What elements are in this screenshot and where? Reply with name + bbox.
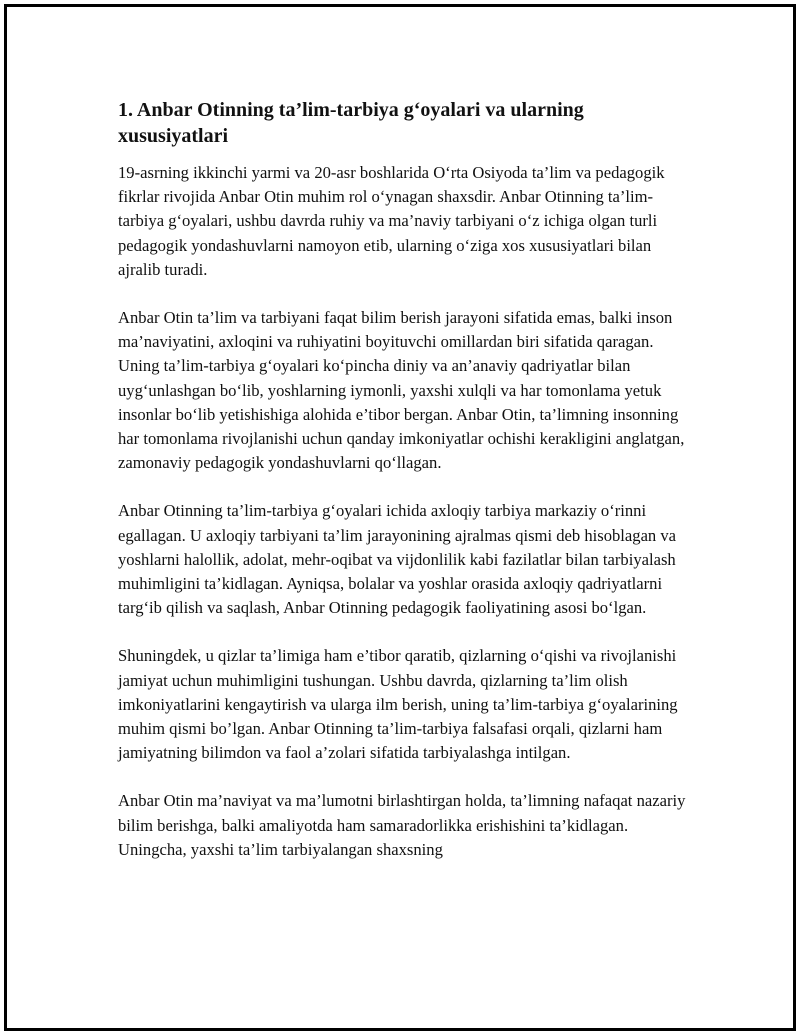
- paragraph-3: Anbar Otinning ta’lim-tarbiya g‘oyalari ichida axloqiy tarbiya markaziy o‘rinni egallagan. U axloqiy tarbiyani ta’lim jarayonining ajralmas qismi deb hisoblagan va yoshlarni halollik, adolat, mehr-oqibat va vijdonlilik kabi fazilatlar bilan tarbiyalash muhimligini ta’kidlagan. Ayniqsa, bolalar va yoshlar orasida axloqiy qadriyatlarni targ‘ib qilish va saqlash, Anbar Otinning pedagogik faoliyatining asosi bo‘lgan.: [118, 501, 677, 618]
- document-body: [118, 97, 693, 886]
- paragraph-4: Shuningdek, u qizlar ta’limiga ham e’tibor qaratib, qizlarning o‘qishi va rivojlanishi jamiyat uchun muhimligini tushungan. Ushbu davrda, qizlarning ta’lim olish imkoniyatlarini kengaytirish va ularga ilm berish, uning ta’lim-tarbiya g‘oyalarining muhim qismi bo’lgan. Anbar Otinning ta’lim-tarbiya falsafasi orqali, qizlarni ham jamiyatning bilimdon va faol a’zolari sifatida tarbiyalashga intilgan.: [118, 646, 678, 763]
- section-heading: 1. Anbar Otinning ta’lim-tarbiya g‘oyalari va ularning xususiyatlari: [118, 99, 584, 147]
- paragraph-5: Anbar Otin ma’naviyat va ma’lumotni birlashtirgan holda, ta’limning nafaqat nazariy bilim berishga, balki amaliyotda ham samaradorlikka erishishini ta’kidlagan. Uningcha, yaxshi ta’lim tarbiyalangan shaxsning: [118, 791, 686, 859]
- page-frame: [4, 4, 796, 1031]
- paragraph-2: Anbar Otin ta’lim va tarbiyani faqat bilim berish jarayoni sifatida emas, balki inson ma’naviyatini, axloqini va ruhiyatini boyituvchi omillardan biri sifatida qaragan. Uning ta’lim-tarbiya g‘oyalari ko‘pincha diniy va an’anaviy qadriyatlar bilan uyg‘unlashgan bo‘lib, yoshlarning iymonli, yaxshi xulqli va har tomonlama yetuk insonlar bo‘lib yetishishiga alohida e’tibor bergan. Anbar Otin, ta’limning insonning har tomonlama rivojlanishi uchun qanday imkoniyatlar ochishi kerakligini anglatgan, zamonaviy pedagogik yondashuvlarni qo‘llagan.: [118, 308, 685, 473]
- paragraph-1: 19-asrning ikkinchi yarmi va 20-asr boshlarida O‘rta Osiyoda ta’lim va pedagogik fikrlar rivojida Anbar Otin muhim rol o‘ynagan shaxsdir. Anbar Otinning ta’lim-tarbiya g‘oyalari, ushbu davrda ruhiy va ma’naviy tarbiyani o‘z ichiga olgan turli pedagogik yondashuvlarni namoyon etib, ularning o‘ziga xos xususiyatlari bilan ajralib turadi.: [118, 163, 665, 279]
